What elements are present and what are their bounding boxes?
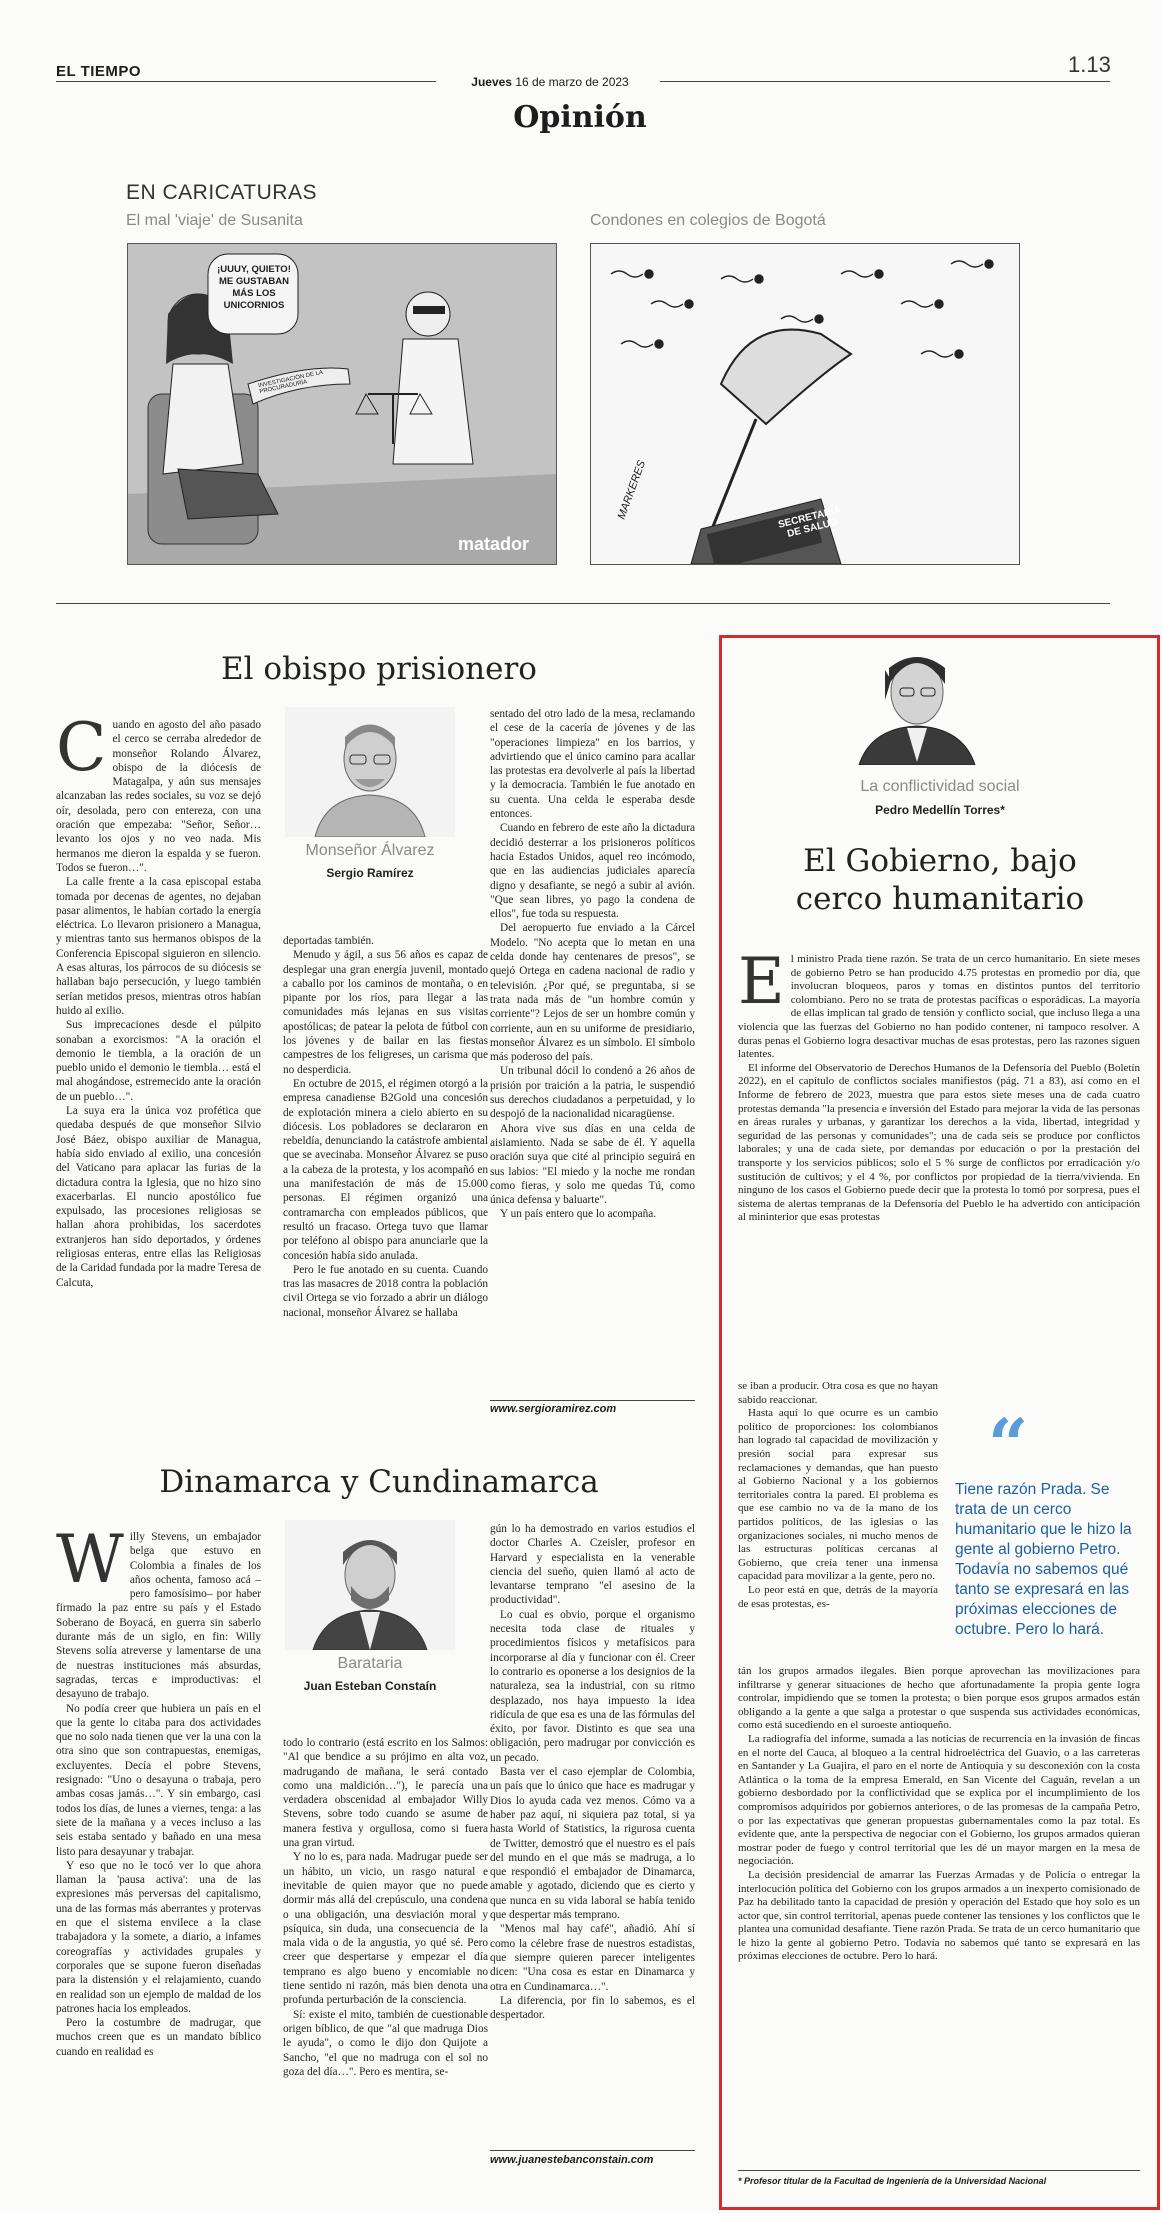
gobierno-p2: El informe del Observatorio de Derechos Humanos de la Defensoría del Pueblo (Boletín 2022), en el capítulo de conflictos sociales manifiestos (pág. 71 a 83), así como en el Informe de febrero de 2023, muestra que para estos siete meses una de cada cuatro protestas demanda "la presencia e inversión del Estado para mejorar la vida de las personas en áreas rurales y urbanas, y garantizar los derechos a la vida, libertad, integridad y seguridad de las personas y comunidades"; una de cada seis se produce por conflictos laborales; y una de cada siete, por demandas por educación o por la prestación del transporte y los servicios públicos; solo el 5 % surge de conflictos por erradicación y/o sustitución de cultivos; y el 4 %, por conflictos por propiedad de la tierra/vivienda. En ninguno de los casos el Gobierno puede decir que la protesta lo tomó por sorpresa, pues el sistema de alertas tempranas de la Defensoría del Pueblo le ha advertido con anticipación al mininterior que esas protestas	[738, 1061, 1140, 1224]
gobierno-column-name: La conflictividad social	[860, 778, 1020, 795]
date-day: Jueves	[471, 75, 512, 89]
section-title: Opinión	[513, 100, 647, 135]
pullquote: Tiene razón Prada. Se trata de un cerco humanitario que le hizo la gente al gobierno Petro. Todavía no sabemos qué tanto se expresará en las próximas elecciones de octubre. Pero lo hará.	[955, 1481, 1132, 1638]
obispo-column-1	[56, 709, 261, 1290]
obispo-column-3	[490, 707, 695, 1222]
obispo-p7: En octubre de 2015, el régimen otorgó a la empresa canadiense B2Gold una concesión de explotación minera a cielo abierto en su diócesis. Los pobladores se declararon en rebeldía, denunciando la catástrofe ambiental que se avecinaba. Monseñor Álvarez se puso a la cabeza de la protesta, y los acompañó en una manifestación de más de 15.000 personas. El régimen organizó una contramarcha con empleados públicos, que resultó un fracaso. Ortega tuvo que llamar por teléfono al obispo para anunciarle que la concesión había sido anulada.	[283, 1077, 488, 1262]
newspaper-name: EL TIEMPO	[56, 63, 142, 80]
dinamarca-p5: todo lo contrario (está escrito en los Salmos: "Al que bendice a su prójimo en alta voz, madrugando de mañana, le será contado como una maldición…"), le parecía una verdadera obscenidad al embajador Willy Stevens, sobre todo cuando se asume de manera festiva y orgullosa, como si fuera una gran virtud.	[283, 1737, 488, 1850]
obispo-p5: deportadas también.	[283, 935, 374, 947]
dinamarca-p11: "Menos mal hay café", añadió. Ahí sí como la célebre frase de nuestros estadistas, que siempre quieren parecer inteligentes dicen: "Una cosa es estar en Dinamarca y otra en Cundinamarca…".	[490, 1923, 695, 1993]
dinamarca-author: Juan Esteban Constaín	[303, 1679, 437, 1693]
dinamarca-p8: gún lo ha demostrado en varios estudios el doctor Charles A. Czeisler, profesor en Harvard y especialista en la venerable ciencia del sueño, quien llamó al acto de levantarse temprano "el asesino de la productividad".	[490, 1523, 695, 1607]
obispo-p8: Pero le fue anotado en su cuenta. Cuando tras las masacres de 2018 contra la población civil Ortega se vio forzado a abrir un diálogo nacional, monseñor Álvarez se hallaba	[283, 1263, 488, 1319]
pedro-medellin-photo	[845, 640, 990, 765]
sergio-ramirez-photo	[285, 707, 455, 837]
obispo-p3: Sus imprecaciones desde el púlpito sonaban a exorcismos: "A la oración el demonio le tiembla, a la oración de un pueblo unido el demonio le tiembla… está el mal ahogándose, estremecido ante la oración de un pueblo…".	[56, 1019, 261, 1103]
gobierno-p8: La decisión presidencial de amarrar las Fuerzas Armadas y de Policía o entregar la interlocución política del Gobierno con los grupos armados a un inexperto comisionado de Paz ha debilitado tanto la capacidad de presión y operación del Estado que hoy solo es un actor que, sin control territorial, apenas puede contener las tensiones y los conflictos que le plantea una comunidad desafiante. Tiene razón Prada. Se trata de un cerco humanitario que le hizo la gente al gobierno Petro. Todavía no sabemos qué tanto se expresará en las próximas elecciones de octubre. Pero lo hará.	[738, 1868, 1140, 1963]
gobierno-p5: Lo peor está en que, detrás de la mayoría de esas protestas, es-	[738, 1583, 938, 1610]
obispo-website-link[interactable]: www.sergioramirez.com	[490, 1403, 617, 1415]
obispo-column-2	[283, 934, 488, 1320]
cartoons-heading: EN CARICATURAS	[126, 181, 317, 204]
obispo-p10: Cuando en febrero de este año la dictadura decidió desterrar a los prisioneros políticos hacia Estados Unidos, aquel reo incómodo, que en las audiencias judiciales aparecía digno y desafiante, se negó a subir al avión. "Que sean libres, yo pago la condena de ellos", fue toda su respuesta.	[490, 822, 695, 921]
gobierno-headline-line-2: cerco humanitario	[795, 881, 1085, 917]
dinamarca-p6: Y no lo es, para nada. Madrugar puede ser un hábito, un vicio, un rasgo natural e inevitable de quien mayor que no puede dormir más allá del crepúsculo, una condena o una obligación, una desviación moral y psíquica, sin duda, una consecuencia de la mala vida o de la angustia, yo qué sé. Pero creer que despertarse y empezar el día temprano es algo bueno y encomiable no tiene sentido ni razón, más bien denota una profunda perturbación de la consciencia.	[283, 1851, 488, 2007]
obispo-dropcap: C	[56, 709, 107, 786]
obispo-p12: Un tribunal dócil lo condenó a 26 años de prisión por traición a la patria, le suspendió sus derechos ciudadanos a perpetuidad, y lo despojó de la nacionalidad nicaragüense.	[490, 1065, 695, 1121]
obispo-column-name: Monseñor Álvarez	[305, 842, 435, 859]
obispo-p6: Menudo y ágil, a sus 56 años es capaz de desplegar una gran energía juvenil, montado a caballo por los caminos de montaña, o en pipante por los ríos, para llegar a las comunidades más lejanas en sus visitas apostólicas; de patear la pelota de fútbol con los jóvenes y de bailar en las fiestas campestres de los feligreses, un carisma que no desperdicia.	[283, 949, 488, 1076]
gobierno-p7: La radiografía del informe, sumada a las noticias de recurrencia en la invasión de fincas en el norte del Cauca, al bloqueo a la central hidroeléctrica del Guavio, o a las carreteras en Santander y La Guajira, el paro en el norte de Antioquia y su desconexión con la costa Atlántica o la toma de la empresa Emerald, en San Vicente del Caguán, revelan a un gobierno desbordado por la conflictividad que se explica por el incumplimiento de los compromisos adquiridos por gobiernos anteriores, o de las promesas de la campaña Petro, o por las expectativas que generan propuestas gubernamentales como la paz total. Es evidente que, ante la perspectiva de negociar con el Gobierno, los grupos armados quieran mostrar poder de fuego y control territorial que les dé un mayor margen en la mesa de negociación.	[738, 1732, 1140, 1868]
cartoon-left-subtitle: El mal 'viaje' de Susanita	[126, 212, 303, 229]
gobierno-dropcap: E	[738, 945, 785, 1019]
dinamarca-p10: Basta ver el caso ejemplar de Colombia, un país que lo único que hace es madrugar y Dios lo ayuda cada vez menos. Cómo va a haber paz aquí, ni siquiera paz total, si ya hasta World of Statistics, la rigurosa cuenta de Twitter, demostró que el nuestro es el país del mundo en el que más se madruga, a lo que respondió el embajador de Dinamarca, amable y agotado, diciendo que es cierto y que nunca en su vida laboral se había tenido que despertar más temprano.	[490, 1766, 695, 1922]
date-text: 16 de marzo de 2023	[515, 75, 629, 89]
obispo-web-rule	[490, 1400, 695, 1401]
obispo-p2: La calle frente a la casa episcopal estaba tomada por decenas de agentes, no dejaban pasar alimentos, le habían cortado la energía eléctrica. Lo llevaron prisionero a Managua, y mientras tanto sus hermanos obispos de la Conferencia Episcopal siguieron en silencio. A esas alturas, los párrocos de su diócesis se hallaban bajo persecución, y luego también serían metidos presos, mientras otros habían huido al exilio.	[56, 876, 261, 1017]
obispo-author: Sergio Ramírez	[326, 866, 414, 880]
cartoon-right-sign: SECRETARÍA DE SALUD	[777, 504, 843, 540]
gobierno-footnote-rule	[738, 2170, 1140, 2171]
dinamarca-web-rule	[490, 2150, 695, 2151]
gobierno-p4: Hasta aquí lo que ocurre es un cambio político de proporciones: los colombianos han logrado tal capacidad de movilización y presión social para expresar sus reclamaciones y demandas, que han puesto al Gobierno Nacional y a los gobiernos territoriales contra la pared. El problema es que ese cambio no va de la mano de los partidos políticos, de las iglesias o las organizaciones sociales, ni mucho menos de las estructuras políticas cercanas al Gobierno, que creía tener una inmensa capacidad para movilizar a la gente, pero no.	[738, 1407, 938, 1583]
obispo-p1: uando en agosto del año pasado el cerco se cerraba alrededor de monseñor Rolando Álvarez, obispo de la diócesis de Matagalpa, y aún sus mensajes alcanzaban las redes sociales, su voz se dejó oír, desolada, pero con entereza, con una oración que empezaba: "Señor, Señor… levanto los ojos y no veo nada. Mis hermanos me dieron la espalda y se fueron. Todos se fueron…".	[56, 719, 261, 874]
juan-esteban-constain-photo	[285, 1520, 455, 1650]
gobierno-headline-line-1: El Gobierno, bajo	[803, 843, 1077, 879]
cartoon-right-subtitle: Condones en colegios de Bogotá	[590, 212, 826, 229]
dinamarca-p7: Sí: existe el mito, también de cuestionable origen bíblico, de que "al que madruga Dios le ayuda", o como le dijo don Quijote a Sancho, "el que no madruga con el sol no goza del día…". Pero es mentira, se-	[283, 2008, 488, 2078]
gobierno-p3: se iban a producir. Otra cosa es que no hayan sabido reaccionar.	[738, 1380, 938, 1406]
cartoon-right-signature: MARKERES	[615, 458, 649, 522]
gobierno-column-left	[738, 1380, 938, 1611]
obispo-p9: sentado del otro lado de la mesa, reclamando el cese de la cacería de jóvenes y de las "operaciones limpieza" en los barrios, y advirtiendo que el único camino para acallar las protestas era devolverle al país la libertad y la democracia. También le fue anotado en su cuenta. Una celda le esperaba desde entonces.	[490, 708, 695, 821]
cartoon-left-tag: INVESTIGACIÓN DE LA PROCURADURÍA	[257, 369, 324, 396]
dinamarca-column-1	[56, 1521, 261, 2059]
dinamarca-p2: No podía creer que hubiera un país en el que la gente lo citaba para dos actividades que no solo nada tienen que ver la una con la otra sino que son contrapuestas, enemigas, excluyentes. Decía el pobre Stevens, resignado: "Uno o desayuna o trabaja, pero ambas cosas jamás…". Y sin embargo, casi todos los días, de lunes a viernes, tenga: a las siete de la mañana y a veces incluso a las seis estaba sentado y bañado en una mesa listo para desayunar y trabajar.	[56, 1702, 261, 1858]
dinamarca-website-link[interactable]: www.juanestebanconstain.com	[490, 2154, 654, 2166]
dinamarca-p9: Lo cual es obvio, porque el organismo necesita toda clase de rituales y procedimientos físicos y metafísicos para incorporarse al día y funcionar con él. Creer lo contrario es oponerse a los designios de la naturaleza, sea la industrial, con su ritmo desplazado, nos haya impuesto la idea ridícula de que esa es una de las fórmulas del éxito, por favor. Distinto es que sea una obligación, pero madrugar por convicción es un pecado.	[490, 1608, 695, 1764]
gobierno-p6: tán los grupos armados ilegales. Bien porque aprovechan las movilizaciones para infiltrarse y generar situaciones de hecho que afortunadamente la propia gente logra controlar, impidiendo que se tomen la protesta; o bien porque esos grupos armados están obligando a la gente a que salga a protestar o que suspenda sus actividades económicas, como está sucediendo en el suroeste antioqueño.	[738, 1665, 1140, 1732]
dinamarca-p1: illy Stevens, un embajador belga que estuvo en Colombia a finales de los años ochenta, famoso acá –pero famosísimo– por haber firmado la paz entre su país y el Estado Soberano de Boyacá, en guerra sin saberlo durante más de un siglo, en fin: Willy Stevens solía atreverse y lamentarse de una de nuestras instituciones más absurdas, sagradas, tercas e improductivas: el desayuno de trabajo.	[56, 1531, 261, 1701]
sergio-ramirez-portrait	[285, 707, 455, 837]
gobierno-footnote: * Profesor titular de la Facultad de Ingeniería de la Universidad Nacional	[738, 2176, 1047, 2186]
gobierno-author: Pedro Medellín Torres*	[875, 803, 1005, 817]
pedro-medellin-portrait	[845, 640, 990, 765]
masthead-rule-right	[660, 81, 1110, 82]
dinamarca-dropcap: W	[56, 1521, 124, 1598]
page-number: 1.13	[1068, 52, 1111, 77]
gobierno-p1: l ministro Prada tiene razón. Se trata de un cerco humanitario. En siete meses de gobierno Petro se han producido 4.75 protestas en promedio por día, que involucran bloqueos, paros y tomas en distintos puntos del territorio colombiano. Pero no se trata de protestas pacíficas o esporádicas. La mayoría de ellas implican tal grado de tensión y conflicto social, que incluso llega a una violencia que las fuerzas del Gobierno no han podido contener, ni tampoco resolver. A duras penas el Gobierno logra desactivar muchas de esas protestas, pero las razones siguen latentes.	[738, 953, 1140, 1061]
obispo-headline: El obispo prisionero	[221, 651, 537, 687]
gobierno-headline	[730, 842, 1150, 918]
cartoon-left	[127, 243, 557, 565]
dinamarca-p12: La diferencia, por fin lo sabemos, es el despertador.	[490, 1994, 695, 2022]
cartoon-left-drawing	[128, 244, 556, 564]
gobierno-column-bottom	[738, 1665, 1140, 1964]
obispo-p13: Ahora vive sus días en una celda de aislamiento. Nada se sabe de él. Y aquella oración suya que cité al principio seguirá en sus labios: "El miedo y la noche me rondan como fieras, y solo me quedas Tú, como única defensa y baluarte".	[490, 1122, 695, 1207]
dinamarca-column-2	[283, 1736, 488, 2079]
dinamarca-p4: Pero la costumbre de madrugar, que muchos creen que es un mandato bíblico cuando en realidad es	[56, 2017, 261, 2058]
gobierno-column-top	[738, 945, 1140, 1225]
dinamarca-column-3	[490, 1522, 695, 2022]
juan-esteban-constain-portrait	[285, 1520, 455, 1650]
obispo-p11: Del aeropuerto fue enviado a la Cárcel Modelo. "No acepta que lo metan en una celda donde hay centenares de presos", se quejó Ortega en cadena nacional de radio y televisión. ¿Por qué, se preguntaba, si se trata nada más de "un hombre común y corriente"? Lejos de ser un hombre común y corriente, aun en su uniforme de presidiario, monseñor Álvarez es un símbolo. El símbolo más poderoso del país.	[490, 922, 695, 1064]
obispo-p4: La suya era la única voz profética que quedaba después de que monseñor Silvio José Báez, obispo auxiliar de Managua, había sido enviado al exilio, una concesión del Vaticano para aplacar las furias de la dictadura contra la Iglesia, que no hizo sino exacerbarlas. El nuncio apostólico fue expulsado, las procesiones religiosas se hallan ahora prohibidas, los sacerdotes extranjeros han sido deportados, y órdenes religiosas enteras, entre ellas las Religiosas de la Caridad fundada por la madre Teresa de Calcuta,	[56, 1105, 261, 1289]
dinamarca-p3: Y eso que no le tocó ver lo que ahora llaman la 'pausa activa': una de las expresiones más perversas del capitalismo, una de las formas más aberrantes y protervas en que el sistema envilece a la clase trabajadora y la somete, a diario, a infames coreografías y actividades grupales y corporales que se supone fueron diseñadas para la distensión y el relajamiento, cuando en realidad son un ejemplo de maldad de los patrones hacia los empleados.	[56, 1859, 261, 2015]
dinamarca-column-name: Barataria	[337, 1655, 403, 1672]
publication-date	[440, 75, 660, 89]
cartoon-left-signature: matador	[458, 534, 530, 554]
masthead-rule-left	[56, 81, 436, 82]
dinamarca-headline: Dinamarca y Cundinamarca	[159, 1464, 599, 1500]
cartoon-left-bubble: ¡UUUY, QUIETO! ME GUSTABAN MÁS LOS UNICORNIOS	[217, 264, 291, 311]
cartoon-right	[590, 243, 1020, 565]
obispo-p14: Y un país entero que lo acompaña.	[500, 1208, 657, 1221]
section-divider	[56, 603, 1110, 604]
quote-icon: “	[988, 1403, 1029, 1486]
